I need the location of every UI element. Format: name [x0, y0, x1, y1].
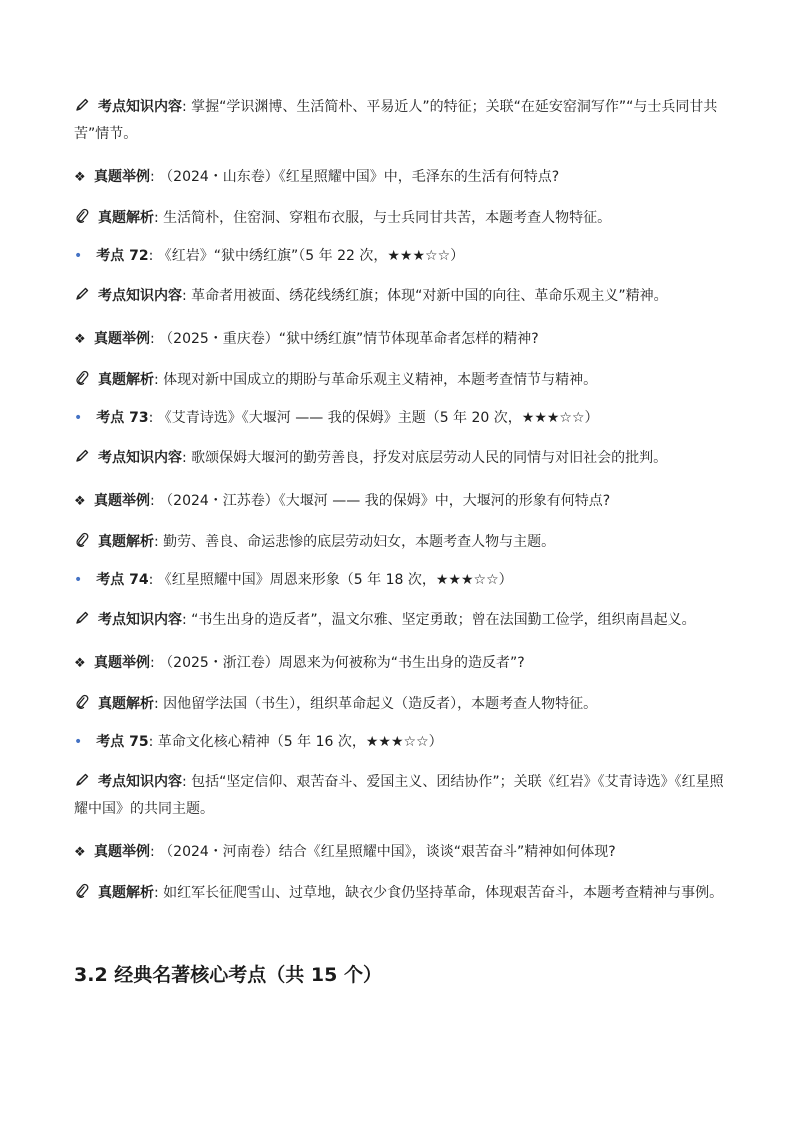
block-text: “书生出身的造反者”，温文尔雅、坚定勇敢；曾在法国勤工俭学，组织南昌起义。	[191, 612, 696, 628]
block-text: （2024・山东卷）《红星照耀中国》中，毛泽东的生活有何特点?	[159, 169, 560, 185]
block-text: 《红岩》“狱中绣红旗”（5 年 22 次，★★★☆☆）	[157, 248, 465, 264]
block-text: （2025・浙江卷）周恩来为何被称为“书生出身的造反者”?	[159, 655, 525, 671]
block-text: 《艾青诗选》《大堰河 —— 我的保姆》主题（5 年 20 次，★★★☆☆）	[157, 410, 599, 426]
exam-analysis: 真题解析: 如红军长征爬雪山、过草地，缺衣少食仍坚持革命，体现艰苦奋斗，本题考查精神与事例。	[74, 880, 723, 907]
pencil-icon	[74, 772, 90, 788]
knowledge-content: 考点知识内容: “书生出身的造反者”，温文尔雅、坚定勇敢；曾在法国勤工俭学，组织南昌起义。	[74, 607, 696, 634]
exam-point-item: • 考点 75: 革命文化核心精神（5 年 16 次，★★★☆☆）	[74, 729, 443, 756]
bullet-icon: •	[74, 734, 83, 750]
block-label: 考点 72	[96, 248, 149, 264]
block-label: 考点 74	[96, 572, 149, 588]
diamond-icon: ❖	[74, 656, 86, 671]
block-label: 考点 73	[96, 410, 149, 426]
block-label: 考点知识内容	[98, 612, 182, 628]
block-text: 《红星照耀中国》周恩来形象（5 年 18 次，★★★☆☆）	[157, 572, 513, 588]
pencil-icon	[74, 448, 90, 464]
block-label: 真题举例	[94, 331, 150, 347]
exam-analysis: 真题解析: 生活简朴，住窑洞、穿粗布衣服，与士兵同甘共苦，本题考查人物特征。	[74, 205, 611, 232]
block-label: 考点知识内容	[98, 450, 182, 466]
block-label: 真题解析	[98, 210, 154, 226]
block-text: 掌握“学识渊博、生活简朴、平易近人”的特征；关联“在延安窑洞写作”“与士兵同甘共苦”情节。	[74, 99, 718, 142]
block-text: 歌颂保姆大堰河的勤劳善良，抒发对底层劳动人民的同情与对旧社会的批判。	[191, 450, 668, 466]
exam-example: ❖ 真题举例: （2024・江苏卷）《大堰河 —— 我的保姆》中，大堰河的形象有何特点?	[74, 488, 610, 515]
section-heading: 3.2 经典名著核心考点（共 15 个）	[74, 964, 382, 986]
exam-analysis: 真题解析: 体现对新中国成立的期盼与革命乐观主义精神，本题考查情节与精神。	[74, 367, 597, 394]
exam-example: ❖ 真题举例: （2024・山东卷）《红星照耀中国》中，毛泽东的生活有何特点?	[74, 164, 559, 191]
block-text: （2024・江苏卷）《大堰河 —— 我的保姆》中，大堰河的形象有何特点?	[159, 493, 611, 509]
block-label: 考点知识内容	[98, 99, 182, 115]
bullet-icon: •	[74, 410, 83, 426]
exam-example: ❖ 真题举例: （2024・河南卷）结合《红星照耀中国》，谈谈“艰苦奋斗”精神如何体现?	[74, 839, 616, 866]
block-text: 包括“坚定信仰、艰苦奋斗、爱国主义、团结协作”；关联《红岩》《艾青诗选》《红星照耀中国》的共同主题。	[74, 774, 724, 817]
block-text: 如红军长征爬雪山、过草地，缺衣少食仍坚持革命，体现艰苦奋斗，本题考查精神与事例。	[163, 885, 724, 901]
diamond-icon: ❖	[74, 845, 86, 860]
knowledge-content: 考点知识内容: 革命者用被面、绣花线绣红旗；体现“对新中国的向往、革命乐观主义”精神。	[74, 283, 668, 310]
pencil-icon	[74, 286, 90, 302]
block-label: 真题解析	[98, 885, 154, 901]
knowledge-content: 考点知识内容: 歌颂保姆大堰河的勤劳善良，抒发对底层劳动人民的同情与对旧社会的批判。	[74, 445, 667, 472]
block-label: 真题解析	[98, 372, 154, 388]
block-label: 考点知识内容	[98, 774, 182, 790]
exam-analysis: 真题解析: 勤劳、善良、命运悲惨的底层劳动妇女，本题考查人物与主题。	[74, 529, 555, 556]
knowledge-content: 考点知识内容: 包括“坚定信仰、艰苦奋斗、爱国主义、团结协作”；关联《红岩》《艾青诗选》《红星照耀中国》的共同主题。	[74, 774, 724, 817]
block-text: （2024・河南卷）结合《红星照耀中国》，谈谈“艰苦奋斗”精神如何体现?	[159, 844, 616, 860]
block-label: 真题举例	[94, 169, 150, 185]
block-label: 真题举例	[94, 493, 150, 509]
paperclip-icon	[74, 532, 90, 548]
block-label: 真题解析	[98, 696, 154, 712]
exam-example: ❖ 真题举例: （2025・重庆卷）“狱中绣红旗”情节体现革命者怎样的精神?	[74, 326, 539, 353]
diamond-icon: ❖	[74, 332, 86, 347]
exam-point-item: • 考点 74: 《红星照耀中国》周恩来形象（5 年 18 次，★★★☆☆）	[74, 567, 513, 594]
block-text: 勤劳、善良、命运悲惨的底层劳动妇女，本题考查人物与主题。	[163, 534, 556, 550]
block-text: 革命文化核心精神（5 年 16 次，★★★☆☆）	[157, 734, 443, 750]
exam-point-item: • 考点 73: 《艾青诗选》《大堰河 —— 我的保姆》主题（5 年 20 次，★★★☆☆）	[74, 405, 599, 432]
bullet-icon: •	[74, 572, 83, 588]
exam-example: ❖ 真题举例: （2025・浙江卷）周恩来为何被称为“书生出身的造反者”?	[74, 650, 525, 677]
exam-analysis: 真题解析: 因他留学法国（书生），组织革命起义（造反者），本题考查人物特征。	[74, 691, 597, 718]
knowledge-content: 考点知识内容: 掌握“学识渊博、生活简朴、平易近人”的特征；关联“在延安窑洞写作”“与士兵同甘共苦”情节。	[74, 99, 718, 142]
block-label: 真题举例	[94, 655, 150, 671]
diamond-icon: ❖	[74, 494, 86, 509]
block-label: 真题解析	[98, 534, 154, 550]
pencil-icon	[74, 97, 90, 113]
block-label: 考点 75	[96, 734, 149, 750]
block-label: 真题举例	[94, 844, 150, 860]
block-label: 考点知识内容	[98, 288, 182, 304]
paperclip-icon	[74, 208, 90, 224]
diamond-icon: ❖	[74, 170, 86, 185]
block-text: 生活简朴，住窑洞、穿粗布衣服，与士兵同甘共苦，本题考查人物特征。	[163, 210, 612, 226]
block-text: 体现对新中国成立的期盼与革命乐观主义精神，本题考查情节与精神。	[163, 372, 598, 388]
bullet-icon: •	[74, 248, 83, 264]
block-text: 因他留学法国（书生），组织革命起义（造反者），本题考查人物特征。	[163, 696, 598, 712]
paperclip-icon	[74, 694, 90, 710]
paperclip-icon	[74, 370, 90, 386]
pencil-icon	[74, 610, 90, 626]
exam-point-item: • 考点 72: 《红岩》“狱中绣红旗”（5 年 22 次，★★★☆☆）	[74, 243, 464, 270]
paperclip-icon	[74, 883, 90, 899]
block-text: （2025・重庆卷）“狱中绣红旗”情节体现革命者怎样的精神?	[159, 331, 539, 347]
block-text: 革命者用被面、绣花线绣红旗；体现“对新中国的向往、革命乐观主义”精神。	[191, 288, 668, 304]
